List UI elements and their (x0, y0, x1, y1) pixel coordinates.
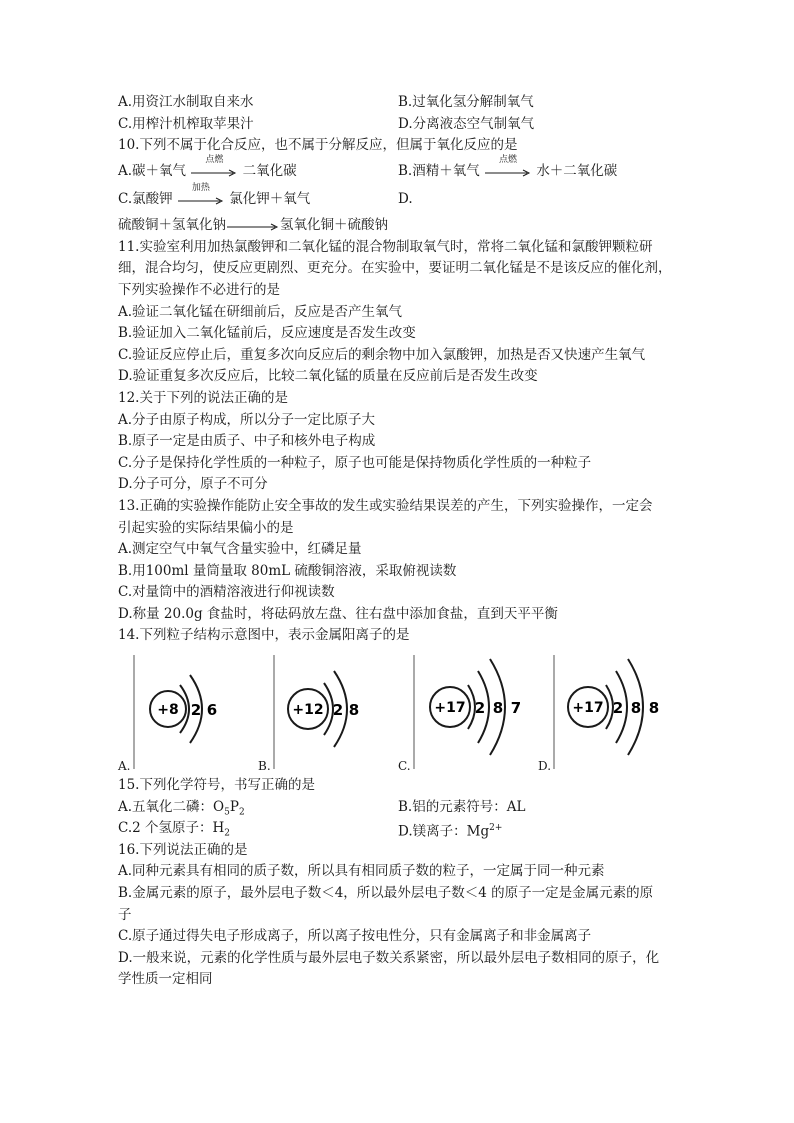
q15-a-text: A.五氧化二磷：O (118, 798, 225, 815)
q10-stem: 10.下列不属于化合反应，也不属于分解反应，但属于氧化反应的是 (118, 137, 518, 154)
q9-row-1 (118, 92, 684, 114)
q11-option-c[interactable]: C.验证反应停止后，重复多次向反应后的剩余物中加入氯酸钾，加热是否又快速产生氧气 (118, 346, 646, 363)
q13-option-d[interactable]: D.称量 20.0g 食盐时，将砝码放左盘、往右盘中添加食盐，直到天平平衡 (118, 605, 558, 622)
q15-row-1 (118, 797, 684, 819)
shell-electrons: 2 (474, 699, 486, 718)
q15-c-subscript: 2 (224, 828, 231, 839)
atom-structure-diagram (398, 649, 538, 775)
q12-option-a[interactable]: A.分子由原子构成，所以分子一定比原子大 (118, 411, 376, 428)
q11-stem-line-1: 11.实验室利用加热氯酸钾和二氧化锰的混合物制取氧气时，常将二氧化锰和氯酸钾颗粒研 (118, 238, 653, 255)
q13-option-c[interactable]: C.对量筒中的酒精溶液进行仰视读数 (118, 584, 335, 601)
q15-a-subscript: 5 (224, 807, 230, 818)
shell-electrons: 7 (510, 699, 522, 718)
reaction-arrow-icon (178, 183, 224, 206)
q14-diagrams (118, 649, 684, 775)
q9-option-b[interactable]: B.过氧化氢分解制氧气 (398, 94, 534, 110)
q14-stem: 14.下列粒子结构示意图中，表示金属阳离子的是 (118, 627, 410, 644)
nucleus-charge: +12 (292, 702, 324, 719)
q15-a-subscript: 2 (238, 807, 245, 818)
q10-c-condition: 加热 (191, 183, 210, 194)
q16-option-d-line-2[interactable]: 学性质一定相同 (118, 971, 213, 988)
q10-c-products: 氯化钾＋氧气 (229, 190, 311, 207)
q15-option-d[interactable] (398, 818, 502, 840)
q10-option-a[interactable] (118, 157, 398, 185)
q15-d-text: D.镁离子：Mg (398, 823, 490, 840)
q15-a-element: P (229, 798, 239, 815)
q14-option-b-label: B. (258, 759, 271, 774)
q11-option-a[interactable]: A.验证二氧化锰在研细前后，反应是否产生氧气 (118, 303, 403, 320)
q13-option-a[interactable]: A.测定空气中氧气含量实验中，红磷足量 (118, 541, 362, 558)
reaction-arrow-icon (227, 218, 279, 232)
reaction-arrow-icon (191, 155, 237, 178)
q13-stem-line-2: 引起实验的实际结果偏小的是 (118, 519, 294, 536)
q10-d-products: 氢氧化铜＋硫酸钠 (280, 216, 388, 233)
q14-option-c[interactable] (398, 649, 538, 775)
q16-stem: 16.下列说法正确的是 (118, 841, 248, 858)
q11-stem-line-3: 下列实验操作不必进行的是 (118, 281, 280, 298)
reaction-arrow-icon (485, 155, 531, 178)
q16-option-d-line-1[interactable]: D.一般来说，元素的化学性质与最外层电子数关系紧密，所以最外层电子数相同的原子，化 (118, 949, 660, 966)
q14-option-d-label: D. (538, 759, 552, 774)
q9-option-c[interactable]: C.用榨汁机榨取苹果汁 (118, 115, 254, 132)
q14-option-c-label: C. (398, 759, 411, 774)
q16-option-b-line-1[interactable]: B.金属元素的原子，最外层电子数＜4，所以最外层电子数＜4 的原子一定是金属元素的原 (118, 885, 654, 902)
shell-electrons: 2 (612, 699, 624, 718)
q11-stem-line-2: 细，混合均匀，使反应更剧烈、更充分。在实验中，要证明二氧化锰是不是该反应的催化剂， (118, 260, 672, 277)
q10-a-products: 二氧化碳 (242, 162, 297, 179)
q14-option-b[interactable] (258, 649, 398, 775)
q14-option-d[interactable] (538, 649, 678, 775)
q10-option-b[interactable] (398, 157, 617, 185)
q9-row-2 (118, 114, 684, 136)
q15-option-a[interactable] (118, 797, 398, 819)
shell-electrons: 8 (648, 699, 660, 718)
nucleus-charge: +17 (434, 700, 466, 717)
q15-row-2 (118, 818, 684, 840)
q10-a-reactants: A.碳＋氧气 (118, 162, 187, 179)
q12-option-c[interactable]: C.分子是保持化学性质的一种粒子，原子也可能是保持物质化学性质的一种粒子 (118, 454, 592, 471)
q15-c-text: C.2 个氢原子：H (118, 820, 225, 837)
shell-electrons: 2 (190, 701, 202, 720)
atom-structure-diagram (538, 649, 678, 775)
q16-option-a[interactable]: A.同种元素具有相同的质子数，所以具有相同质子数的粒子，一定属于同一种元素 (118, 863, 605, 880)
q11-option-d[interactable]: D.验证重复多次反应后，比较二氧化锰的质量在反应前后是否发生改变 (118, 368, 538, 385)
q16-option-c[interactable]: C.原子通过得失电子形成离子，所以离子按电性分，只有金属离子和非金属离子 (118, 928, 592, 945)
q11-option-b[interactable]: B.验证加入二氧化锰前后，反应速度是否发生改变 (118, 325, 416, 342)
shell-electrons: 2 (332, 701, 344, 720)
q14-option-a-label: A. (118, 759, 131, 774)
q10-b-reactants: B.酒精＋氧气 (398, 162, 480, 179)
q10-option-d[interactable] (118, 213, 388, 237)
q15-option-c[interactable] (118, 818, 398, 840)
q16-option-b-line-2[interactable]: 子 (118, 906, 132, 923)
nucleus-charge: +17 (572, 700, 604, 717)
atom-structure-diagram (118, 649, 258, 775)
shell-electrons: 8 (348, 701, 360, 720)
q12-stem: 12.关于下列的说法正确的是 (118, 389, 288, 406)
q10-d-reactants: 硫酸铜＋氢氧化钠 (118, 216, 226, 233)
q12-option-b[interactable]: B.原子一定是由质子、中子和核外电子构成 (118, 433, 376, 450)
atom-structure-diagram (258, 649, 398, 775)
nucleus-charge: +8 (157, 702, 179, 719)
q15-d-superscript: 2+ (489, 823, 503, 834)
q10-b-products: 水＋二氧化碳 (536, 162, 618, 179)
q10-row-1 (118, 157, 684, 185)
q10-b-condition: 点燃 (499, 155, 518, 166)
shell-electrons: 8 (630, 699, 642, 718)
q10-row-2 (118, 185, 684, 213)
q13-option-b[interactable]: B.用100ml 量筒量取 80mL 硫酸铜溶液，采取俯视读数 (118, 562, 457, 579)
q9-option-d[interactable]: D.分离液态空气制氧气 (398, 115, 535, 132)
q10-option-c[interactable] (118, 185, 398, 213)
q9-option-a[interactable]: A.用资江水制取自来水 (118, 94, 254, 110)
shell-electrons: 6 (206, 701, 218, 720)
question-page (118, 92, 684, 991)
q10-option-d-label[interactable]: D. (398, 190, 413, 207)
q10-c-reactants: C.氯酸钾 (118, 190, 173, 207)
q12-option-d[interactable]: D.分子可分，原子不可分 (118, 476, 268, 493)
q15-option-b[interactable]: B.铝的元素符号：AL (398, 798, 526, 815)
shell-electrons: 8 (492, 699, 504, 718)
q14-option-a[interactable] (118, 649, 258, 775)
q13-stem-line-1: 13.正确的实验操作能防止安全事故的发生或实验结果误差的产生，下列实验操作，一定会 (118, 497, 653, 514)
q10-a-condition: 点燃 (205, 155, 224, 166)
q15-stem: 15.下列化学符号，书写正确的是 (118, 777, 315, 794)
